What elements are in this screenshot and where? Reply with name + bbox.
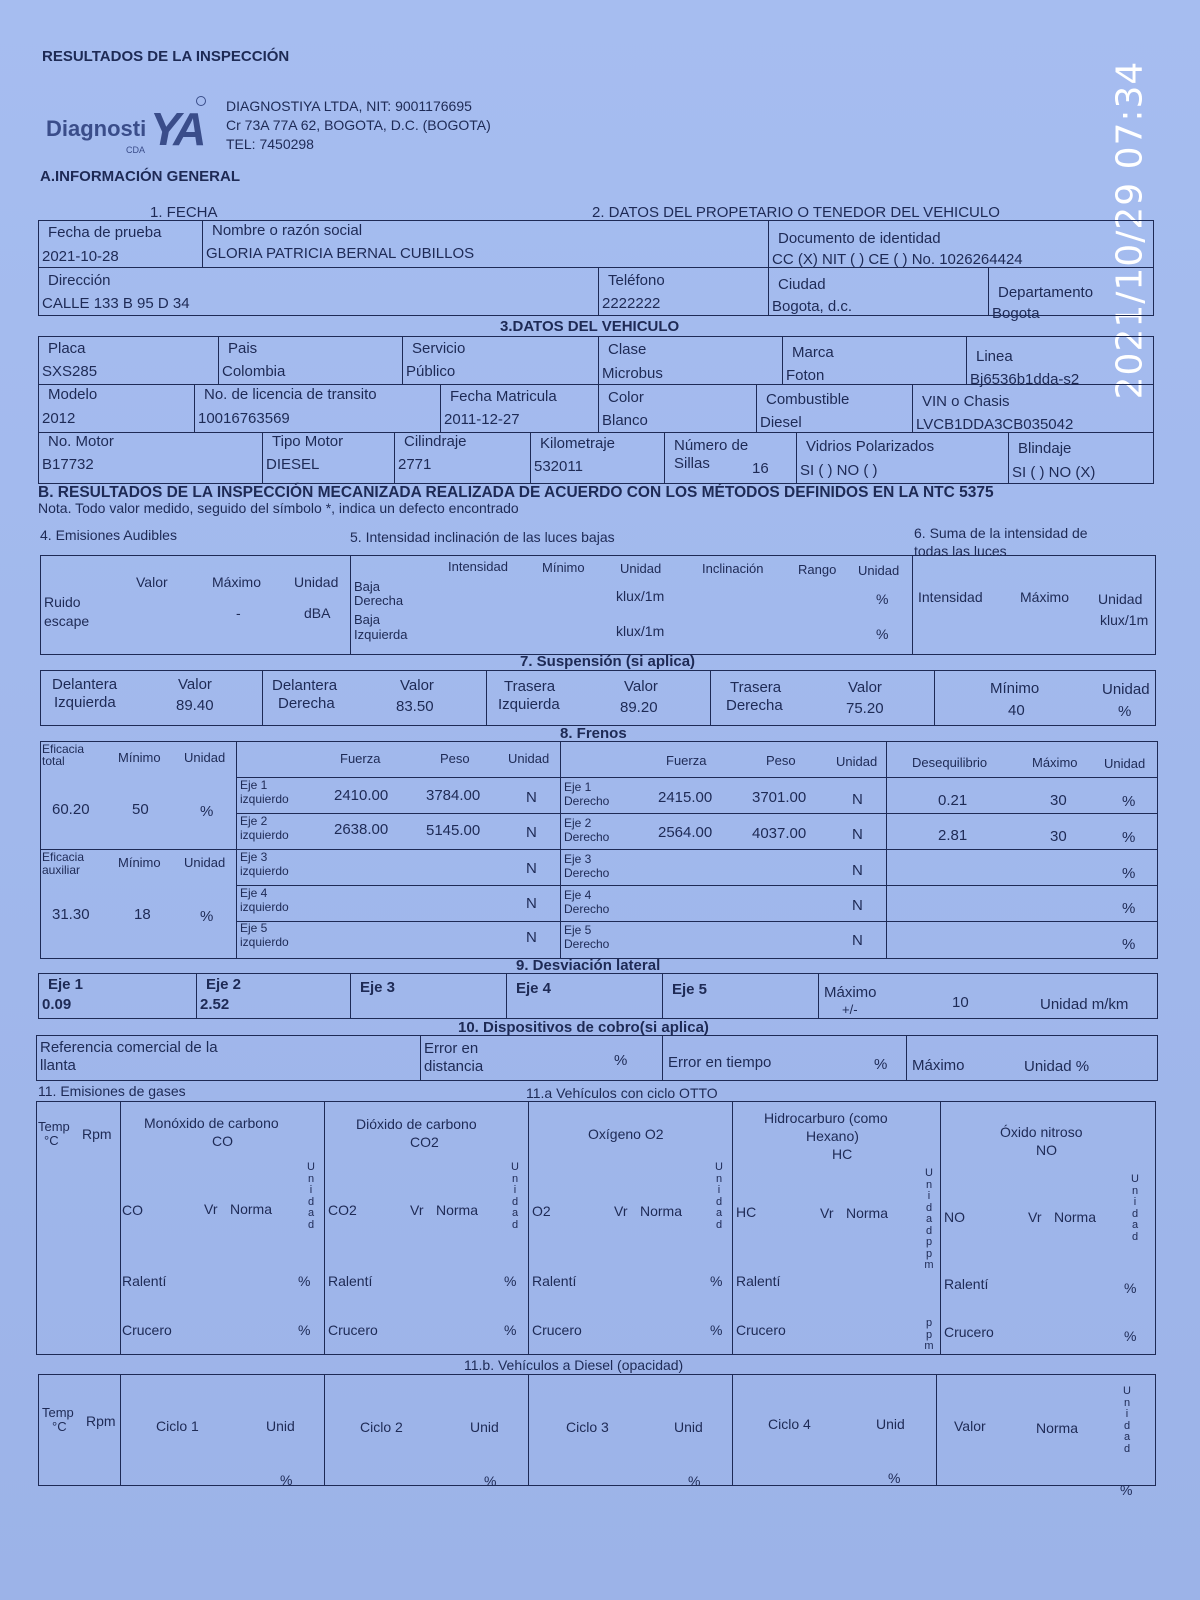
eficacia-total-label-2: total xyxy=(42,754,65,768)
susp-di-valor-header: Valor xyxy=(178,676,212,693)
no-ralenti-pct: % xyxy=(1124,1280,1137,1296)
departamento-value: Bogota xyxy=(992,305,1040,322)
co2-ralenti: Ralentí xyxy=(328,1273,373,1289)
diesel-ciclo1: Ciclo 1 xyxy=(156,1418,199,1434)
eje-izq-side: izquierdo xyxy=(240,864,289,878)
o2-sub: O2 xyxy=(532,1203,551,1219)
hc-vr: Vr xyxy=(820,1205,834,1221)
no-norma: Norma xyxy=(1054,1209,1097,1225)
co2-title-2: CO2 xyxy=(410,1134,439,1150)
co2-vr: Vr xyxy=(410,1202,424,1218)
diesel-title: 11.b. Vehículos a Diesel (opacidad) xyxy=(464,1357,684,1373)
co2-crucero-pct: % xyxy=(504,1322,517,1338)
susp-td-label-2: Derecha xyxy=(726,697,783,714)
eje-der-side: Derecho xyxy=(564,794,610,808)
section-b-title: B. RESULTADOS DE LA INSPECCIÓN MECANIZADA REALIZADA DE ACUERDO CON LOS MÉTODOS DEFINIDOS EN LA NTC 5375 xyxy=(38,484,994,501)
owner-box xyxy=(38,220,1154,316)
co2-ralenti-pct: % xyxy=(504,1273,517,1289)
ruido-unidad-header: Unidad xyxy=(294,574,339,590)
desv-maximo-value: 10 xyxy=(952,994,969,1011)
hc-unidad-vertical: U n i d a d p p m xyxy=(924,1167,934,1271)
company-name: DIAGNOSTIYA LTDA, NIT: 9001176695 xyxy=(226,98,472,114)
eje-izq-label: Eje 4 xyxy=(240,886,268,900)
eje-der-unit: N xyxy=(852,897,863,914)
eficacia-total-label-1: Eficacia xyxy=(42,742,85,756)
eje-maximo: 30 xyxy=(1050,792,1067,809)
eficacia-aux-min-header: Mínimo xyxy=(118,855,161,870)
no-ralenti: Ralentí xyxy=(944,1276,989,1292)
telefono-label: Teléfono xyxy=(608,272,665,289)
ruido-row-label-1: Ruido xyxy=(44,594,81,610)
eje-izq-label: Eje 5 xyxy=(240,921,268,935)
servicio-label: Servicio xyxy=(412,340,466,357)
susp-dd-label-1: Delantera xyxy=(272,677,338,694)
luces-izq-unit: klux/1m xyxy=(616,623,665,639)
eficacia-aux-unit: % xyxy=(200,908,214,925)
linea-value: Bj6536b1dda-s2 xyxy=(970,371,1080,388)
motor-value: B17732 xyxy=(42,456,94,473)
ciudad-value: Bogota, d.c. xyxy=(772,298,853,315)
co-ralenti-pct: % xyxy=(298,1273,311,1289)
co-crucero-pct: % xyxy=(298,1322,311,1338)
no-title-2: NO xyxy=(1036,1142,1057,1158)
luces-inclinacion-header: Inclinación xyxy=(702,561,764,576)
hc-crucero: Crucero xyxy=(736,1322,786,1338)
cobro-unidad: Unidad % xyxy=(1024,1058,1090,1075)
co2-crucero: Crucero xyxy=(328,1322,378,1338)
diesel-norma: Norma xyxy=(1036,1420,1079,1436)
diesel-ciclo4-unid: Unid xyxy=(876,1416,905,1432)
cobro-err-tiempo-pct: % xyxy=(874,1056,888,1073)
section-b-note: Nota. Todo valor medido, seguido del símbolo *, indica un defecto encontrado xyxy=(38,500,519,516)
eje-unidad: % xyxy=(1122,900,1136,917)
blindaje-value: SI ( ) NO (X) xyxy=(1012,464,1096,481)
eje-izq-peso: 5145.00 xyxy=(426,822,481,839)
cobro-ref-label-2: llanta xyxy=(40,1057,76,1074)
gases-title: 11. Emisiones de gases xyxy=(38,1083,186,1099)
co-crucero: Crucero xyxy=(122,1322,172,1338)
owner-title: 2. DATOS DEL PROPETARIO O TENEDOR DEL VEHICULO xyxy=(592,204,1000,221)
ruido-row-label-2: escape xyxy=(44,613,90,629)
direccion-value: CALLE 133 B 95 D 34 xyxy=(42,295,190,312)
vidrios-value: SI ( ) NO ( ) xyxy=(800,462,878,479)
o2-ralenti-pct: % xyxy=(710,1273,723,1289)
documento-label: Documento de identidad xyxy=(778,230,941,247)
cobro-err-dist-2: distancia xyxy=(424,1058,484,1075)
diesel-unidad-pct: % xyxy=(1120,1482,1133,1498)
logo-mark: YA xyxy=(150,103,203,155)
diesel-ciclo3: Ciclo 3 xyxy=(566,1419,609,1435)
logo-sub: CDA xyxy=(126,145,146,155)
luces-der-pct: % xyxy=(876,591,889,607)
vidrios-label: Vidrios Polarizados xyxy=(806,438,935,455)
desequilibrio-header: Desequilibrio xyxy=(912,755,988,770)
frenos-der-unidad-header: Unidad xyxy=(836,754,878,769)
o2-crucero: Crucero xyxy=(532,1322,582,1338)
eje-unidad: % xyxy=(1122,793,1136,810)
co-norma: Norma xyxy=(230,1201,273,1217)
eje-izq-side: izquierdo xyxy=(240,935,289,949)
susp-dd-valor-header: Valor xyxy=(400,677,434,694)
pais-value: Colombia xyxy=(222,363,286,380)
desv-pm: +/- xyxy=(842,1002,858,1017)
eje-der-label: Eje 2 xyxy=(564,816,592,830)
luces-unidad2-header: Unidad xyxy=(858,563,900,578)
pais-label: Pais xyxy=(228,340,258,357)
frenos-unidad-header: Unidad xyxy=(1104,756,1146,771)
susp-di-value: 89.40 xyxy=(176,697,214,714)
eje-der-side: Derecho xyxy=(564,866,610,880)
frenos-izq-unidad-header: Unidad xyxy=(508,751,550,766)
cobro-ref-label-1: Referencia comercial de la xyxy=(40,1039,218,1056)
luces-baja-der-2: Derecha xyxy=(354,593,404,608)
co-title-2: CO xyxy=(212,1133,233,1149)
co-ralenti: Ralentí xyxy=(122,1273,167,1289)
fecha-prueba-value: 2021-10-28 xyxy=(42,248,119,265)
modelo-value: 2012 xyxy=(42,410,76,427)
co2-title-1: Dióxido de carbono xyxy=(356,1116,477,1132)
otto-rpm: Rpm xyxy=(82,1126,112,1142)
cobro-err-tiempo: Error en tiempo xyxy=(668,1054,772,1071)
eje-der-label: Eje 4 xyxy=(564,888,592,902)
diesel-ciclo2-pct: % xyxy=(484,1473,497,1489)
blindaje-label: Blindaje xyxy=(1018,440,1072,457)
no-unidad-vertical: U n i d a d xyxy=(1131,1173,1139,1243)
frenos-izq-fuerza-header: Fuerza xyxy=(340,751,381,766)
timestamp-text: 2021/10/29 07:34 xyxy=(1109,60,1151,400)
susp-unidad-value: % xyxy=(1118,703,1132,720)
desviacion-title: 9. Desviación lateral xyxy=(516,957,661,974)
co2-norma: Norma xyxy=(436,1202,479,1218)
desv-maximo-label: Máximo xyxy=(824,984,877,1001)
eje-der-side: Derecho xyxy=(564,902,610,916)
eje-izq-unit: N xyxy=(526,789,537,806)
desv-eje4-label: Eje 4 xyxy=(516,980,552,997)
ruido-maximo-header: Máximo xyxy=(212,574,262,590)
hc-title-2: Hexano) xyxy=(806,1128,859,1144)
o2-norma: Norma xyxy=(640,1203,683,1219)
susp-minimo-value: 40 xyxy=(1008,702,1025,719)
eje-der-label: Eje 3 xyxy=(564,852,592,866)
document-title: RESULTADOS DE LA INSPECCIÓN xyxy=(42,48,290,65)
suma-luces-title-1: 6. Suma de la intensidad de xyxy=(914,525,1088,541)
diesel-degc: °C xyxy=(52,1419,67,1434)
motor-label: No. Motor xyxy=(48,433,114,450)
ruido-luces-box xyxy=(40,555,1156,655)
suma-intensidad-header: Intensidad xyxy=(918,589,983,605)
color-value: Blanco xyxy=(602,412,648,429)
luces-baja-izq-1: Baja xyxy=(354,612,381,627)
otto-title: 11.a Vehículos con ciclo OTTO xyxy=(526,1085,718,1101)
co-unidad-vertical: U n i d a d xyxy=(307,1161,315,1231)
eficacia-total-unidad-header: Unidad xyxy=(184,750,226,765)
diesel-unidad-vertical: U n i d a d xyxy=(1123,1385,1131,1455)
company-logo xyxy=(46,96,216,156)
eje-izq-fuerza: 2410.00 xyxy=(334,787,389,804)
hc-norma: Norma xyxy=(846,1205,889,1221)
eficacia-aux-min: 18 xyxy=(134,906,151,923)
luces-baja-izq-2: Izquierda xyxy=(354,627,408,642)
hc-title-1: Hidrocarburo (como xyxy=(764,1110,888,1126)
eje-izq-side: izquierdo xyxy=(240,900,289,914)
combustible-label: Combustible xyxy=(766,391,850,408)
diesel-ciclo3-unid: Unid xyxy=(674,1419,703,1435)
diesel-temp: Temp xyxy=(42,1405,74,1420)
susp-ti-label-1: Trasera xyxy=(504,678,556,695)
susp-di-label-2: Izquierda xyxy=(54,694,116,711)
eficacia-total-unit: % xyxy=(200,803,214,820)
direccion-label: Dirección xyxy=(48,272,111,289)
frenos-izq-peso-header: Peso xyxy=(440,751,470,766)
diesel-valor: Valor xyxy=(954,1418,986,1434)
luces-minimo-header: Mínimo xyxy=(542,560,585,575)
eje-izq-label: Eje 2 xyxy=(240,814,268,828)
vehicle-title: 3.DATOS DEL VEHICULO xyxy=(500,318,680,335)
o2-vr: Vr xyxy=(614,1203,628,1219)
eje-unidad: % xyxy=(1122,829,1136,846)
co-title-1: Monóxido de carbono xyxy=(144,1115,279,1131)
frenos-der-fuerza-header: Fuerza xyxy=(666,753,707,768)
susp-td-valor-header: Valor xyxy=(848,679,882,696)
no-vr: Vr xyxy=(1028,1209,1042,1225)
modelo-label: Modelo xyxy=(48,386,98,403)
departamento-label: Departamento xyxy=(998,284,1094,301)
eje-unidad: % xyxy=(1122,865,1136,882)
susp-di-label-1: Delantera xyxy=(52,676,118,693)
susp-td-value: 75.20 xyxy=(846,700,884,717)
eje-der-unit: N xyxy=(852,932,863,949)
hc-ralenti: Ralentí xyxy=(736,1273,781,1289)
o2-title: Oxígeno O2 xyxy=(588,1126,664,1142)
o2-ralenti: Ralentí xyxy=(532,1273,577,1289)
eje-der-unit: N xyxy=(852,826,863,843)
co-sub: CO xyxy=(122,1202,143,1218)
diesel-rpm: Rpm xyxy=(86,1413,116,1429)
matricula-value: 2011-12-27 xyxy=(444,411,520,428)
color-label: Color xyxy=(608,389,644,406)
vin-label: VIN o Chasis xyxy=(922,393,1010,410)
eficacia-aux-unidad-header: Unidad xyxy=(184,855,226,870)
servicio-value: Público xyxy=(406,363,456,380)
no-crucero-pct: % xyxy=(1124,1328,1137,1344)
suma-luces-title-2: todas las luces xyxy=(914,543,1007,559)
co2-unidad-vertical: U n i d a d xyxy=(511,1161,519,1231)
ruido-max-value: - xyxy=(236,605,241,621)
ciudad-label: Ciudad xyxy=(778,276,826,293)
susp-ti-value: 89.20 xyxy=(620,699,658,716)
susp-ti-valor-header: Valor xyxy=(624,678,658,695)
suma-unit: klux/1m xyxy=(1100,612,1149,628)
eje-izq-unit: N xyxy=(526,929,537,946)
frenos-title: 8. Frenos xyxy=(560,725,627,742)
frenos-maximo-header: Máximo xyxy=(1032,755,1078,770)
hc-sub: HC xyxy=(736,1204,757,1220)
eficacia-total-value: 60.20 xyxy=(52,801,90,818)
eje-unidad: % xyxy=(1122,936,1136,953)
marca-value: Foton xyxy=(786,367,825,384)
diesel-ciclo2-unid: Unid xyxy=(470,1419,499,1435)
tipo-motor-label: Tipo Motor xyxy=(272,433,344,450)
diesel-ciclo1-pct: % xyxy=(280,1472,293,1488)
documento-value: CC (X) NIT ( ) CE ( ) No. 1026264424 xyxy=(772,251,1023,268)
frenos-der-peso-header: Peso xyxy=(766,753,796,768)
eje-izq-label: Eje 3 xyxy=(240,850,268,864)
eje-izq-unit: N xyxy=(526,895,537,912)
eje-desequilibrio: 2.81 xyxy=(938,827,968,844)
luces-izq-pct: % xyxy=(876,626,889,642)
susp-dd-value: 83.50 xyxy=(396,698,434,715)
desv-eje2-label: Eje 2 xyxy=(206,976,242,993)
luces-rango-header: Rango xyxy=(798,562,837,577)
eje-der-label: Eje 5 xyxy=(564,923,592,937)
otto-degc: °C xyxy=(44,1133,59,1148)
eje-izq-label: Eje 1 xyxy=(240,778,268,792)
placa-value: SXS285 xyxy=(42,363,98,380)
eficacia-aux-label-1: Eficacia xyxy=(42,850,85,864)
sillas-value: 16 xyxy=(752,460,769,477)
diesel-ciclo2: Ciclo 2 xyxy=(360,1419,403,1435)
km-label: Kilometraje xyxy=(540,435,616,452)
no-crucero: Crucero xyxy=(944,1324,994,1340)
eje-maximo: 30 xyxy=(1050,828,1067,845)
logo-text: Diagnosti xyxy=(46,116,147,141)
placa-label: Placa xyxy=(48,340,86,357)
eje-der-label: Eje 1 xyxy=(564,780,592,794)
luces-der-unit: klux/1m xyxy=(616,588,665,604)
tipo-motor-value: DIESEL xyxy=(266,456,320,473)
linea-label: Linea xyxy=(976,348,1013,365)
luces-unidad-header: Unidad xyxy=(620,561,662,576)
no-sub: NO xyxy=(944,1209,965,1225)
eje-izq-peso: 3784.00 xyxy=(426,787,481,804)
fecha-title: 1. FECHA xyxy=(150,204,218,221)
eje-der-peso: 3701.00 xyxy=(752,789,807,806)
desv-eje2-value: 2.52 xyxy=(200,996,230,1013)
eficacia-total-min: 50 xyxy=(132,801,149,818)
hc-ppm-vertical: p p m xyxy=(924,1317,934,1352)
eje-izq-side: izquierdo xyxy=(240,792,289,806)
eje-der-peso: 4037.00 xyxy=(752,825,807,842)
desv-eje3-label: Eje 3 xyxy=(360,979,396,996)
diesel-ciclo3-pct: % xyxy=(688,1473,701,1489)
diesel-ciclo1-unid: Unid xyxy=(266,1418,295,1434)
km-value: 532011 xyxy=(534,458,583,475)
fecha-prueba-label: Fecha de prueba xyxy=(48,224,162,241)
matricula-label: Fecha Matricula xyxy=(450,388,557,405)
vin-value: LVCB1DDA3CB035042 xyxy=(916,416,1074,433)
hc-title-3: HC xyxy=(832,1146,853,1162)
eje-der-side: Derecho xyxy=(564,937,610,951)
co2-sub: CO2 xyxy=(328,1202,357,1218)
eje-desequilibrio: 0.21 xyxy=(938,792,968,809)
cilindraje-label: Cilindraje xyxy=(404,433,467,450)
eje-der-fuerza: 2415.00 xyxy=(658,789,713,806)
marca-label: Marca xyxy=(792,344,834,361)
clase-value: Microbus xyxy=(602,365,663,382)
nombre-label: Nombre o razón social xyxy=(212,222,363,239)
desv-eje5-label: Eje 5 xyxy=(672,981,708,998)
sillas-label-1: Número de xyxy=(674,437,749,454)
sillas-label-2: Sillas xyxy=(674,455,710,472)
desv-eje1-value: 0.09 xyxy=(42,996,72,1013)
eje-izq-fuerza: 2638.00 xyxy=(334,821,389,838)
eje-izq-unit: N xyxy=(526,824,537,841)
luces-intensidad-header: Intensidad xyxy=(448,559,508,574)
suma-unidad-header: Unidad xyxy=(1098,591,1143,607)
ruido-title: 4. Emisiones Audibles xyxy=(40,527,177,543)
cobro-maximo: Máximo xyxy=(912,1057,965,1074)
luces-baja-der-1: Baja xyxy=(354,579,381,594)
eficacia-aux-label-2: auxiliar xyxy=(42,863,81,877)
telefono-value: 2222222 xyxy=(602,295,661,312)
clase-label: Clase xyxy=(608,341,647,358)
susp-unidad-header: Unidad xyxy=(1102,681,1150,698)
diesel-ciclo4-pct: % xyxy=(888,1470,901,1486)
eje-der-fuerza: 2564.00 xyxy=(658,824,713,841)
ruido-valor-header: Valor xyxy=(136,574,168,590)
susp-ti-label-2: Izquierda xyxy=(498,696,560,713)
licencia-label: No. de licencia de transito xyxy=(204,386,377,403)
eje-izq-side: izquierdo xyxy=(240,828,289,842)
susp-td-label-1: Trasera xyxy=(730,679,782,696)
susp-minimo-header: Mínimo xyxy=(990,680,1040,697)
no-title-1: Óxido nitroso xyxy=(1000,1124,1083,1140)
eje-der-side: Derecho xyxy=(564,830,610,844)
eficacia-total-min-header: Mínimo xyxy=(118,750,161,765)
desv-eje1-label: Eje 1 xyxy=(48,976,84,993)
susp-dd-label-2: Derecha xyxy=(278,695,335,712)
suma-maximo-header: Máximo xyxy=(1020,589,1070,605)
diesel-ciclo4: Ciclo 4 xyxy=(768,1416,811,1432)
ruido-unit: dBA xyxy=(304,605,331,621)
eficacia-aux-value: 31.30 xyxy=(52,906,90,923)
desv-unidad: Unidad m/km xyxy=(1040,996,1129,1013)
licencia-value: 10016763569 xyxy=(198,410,290,427)
o2-unidad-vertical: U n i d a d xyxy=(715,1161,723,1231)
nombre-value: GLORIA PATRICIA BERNAL CUBILLOS xyxy=(206,245,475,262)
frenos-box xyxy=(40,741,1158,959)
luces-title: 5. Intensidad inclinación de las luces bajas xyxy=(350,529,615,545)
combustible-value: Diesel xyxy=(760,414,802,431)
eje-der-unit: N xyxy=(852,862,863,879)
co-vr: Vr xyxy=(204,1201,218,1217)
logo-dot-icon xyxy=(196,96,206,106)
section-a-title: A.INFORMACIÓN GENERAL xyxy=(40,168,240,185)
o2-crucero-pct: % xyxy=(710,1322,723,1338)
otto-temp: Temp xyxy=(38,1119,70,1134)
company-address: Cr 73A 77A 62, BOGOTA, D.C. (BOGOTA) xyxy=(226,117,491,133)
cobro-err-dist-1: Error en xyxy=(424,1040,479,1057)
suspension-title: 7. Suspensión (si aplica) xyxy=(520,653,696,670)
company-phone: TEL: 7450298 xyxy=(226,136,314,152)
eje-izq-unit: N xyxy=(526,860,537,877)
eje-der-unit: N xyxy=(852,791,863,808)
cilindraje-value: 2771 xyxy=(398,456,432,473)
cobro-title: 10. Dispositivos de cobro(si aplica) xyxy=(458,1019,709,1036)
cobro-err-dist-pct: % xyxy=(614,1052,628,1069)
